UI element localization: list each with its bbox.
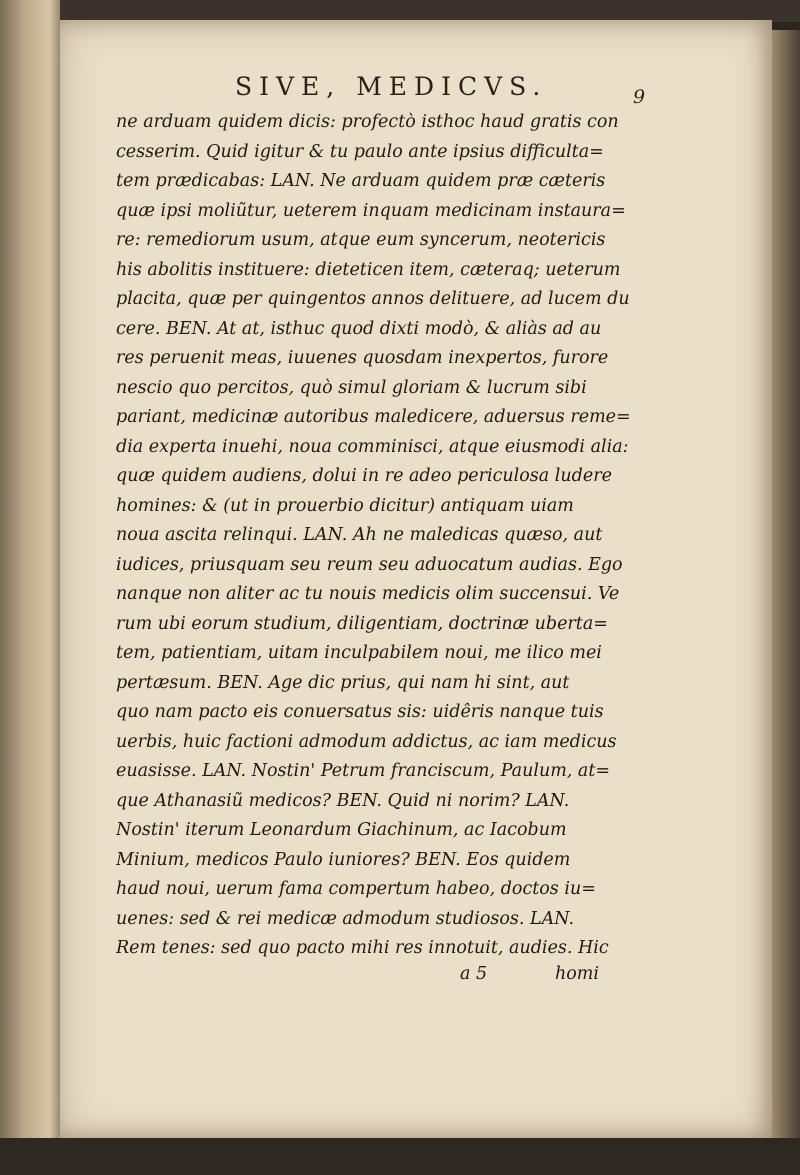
text-line: res peruenit meas, iuuenes quosdam inexpertos, furore bbox=[116, 348, 609, 368]
right-page-edge bbox=[772, 30, 800, 1150]
text-line: rum ubi eorum studium, diligentiam, doctrinæ uberta= bbox=[116, 613, 608, 634]
left-page-edge bbox=[0, 0, 62, 1175]
text-line: nanque non aliter ac tu nouis medicis olim succensui. Ve bbox=[116, 584, 620, 604]
text-line: Nostin' iterum Leonardum Giachinum, ac Iacobum bbox=[116, 820, 567, 840]
text-line: quæ ipsi moliũtur, ueterem inquam medicinam instaura= bbox=[116, 200, 626, 221]
text-line: iudices, priusquam seu reum seu aduocatum audias. Ego bbox=[116, 554, 623, 575]
text-line: tem, patientiam, uitam inculpabilem noui, me ilico mei bbox=[116, 643, 602, 663]
text-line: uenes: sed & rei medicæ admodum studiosos. LAN. bbox=[116, 908, 575, 929]
scan-background-top bbox=[60, 0, 800, 22]
text-line: cere. BEN. At at, isthuc quod dixti modò, & aliàs ad au bbox=[116, 318, 602, 339]
text-line: uerbis, huic factioni admodum addictus, ac iam medicus bbox=[116, 731, 617, 752]
text-line: placita, quæ per quingentos annos delituere, ad lucem du bbox=[116, 289, 630, 309]
text-line: quo nam pacto eis conuersatus sis: uidêris nanque tuis bbox=[116, 702, 604, 722]
signature-mark: a 5 bbox=[460, 964, 488, 984]
page-number: 9 bbox=[633, 86, 646, 108]
catchword: homi bbox=[555, 964, 599, 984]
text-line: re: remediorum usum, atque eum syncerum, neotericis bbox=[116, 230, 606, 250]
text-line: haud noui, uerum fama compertum habeo, doctos iu= bbox=[116, 879, 596, 899]
text-line: euasisse. LAN. Nostin' Petrum franciscum, Paulum, at= bbox=[116, 761, 611, 781]
text-line: nescio quo percitos, quò simul gloriam & lucrum sibi bbox=[116, 377, 587, 398]
text-line: his abolitis instituere: dieteticen item, cæteraq; ueterum bbox=[116, 259, 621, 280]
body-text bbox=[116, 108, 676, 964]
scan-background-bottom bbox=[0, 1138, 800, 1175]
text-line: noua ascita relinqui. LAN. Ah ne maledicas quæso, aut bbox=[116, 525, 603, 545]
text-line: homines: & (ut in prouerbio dicitur) antiquam uiam bbox=[116, 495, 574, 516]
text-line: ne arduam quidem dicis: profectò isthoc haud gratis con bbox=[116, 112, 619, 132]
text-line: que Athanasiũ medicos? BEN. Quid ni norim? LAN. bbox=[116, 790, 570, 811]
text-line: quæ quidem audiens, dolui in re adeo periculosa ludere bbox=[116, 466, 612, 486]
book-page bbox=[60, 20, 772, 1138]
text-line: dia experta inuehi, noua comminisci, atque eiusmodi alia: bbox=[116, 436, 629, 457]
text-line: Rem tenes: sed quo pacto mihi res innotuit, audies. Hic bbox=[116, 938, 609, 958]
text-line: cesserim. Quid igitur & tu paulo ante ipsius difficulta= bbox=[116, 141, 604, 162]
text-line: Minium, medicos Paulo iuniores? BEN. Eos quidem bbox=[116, 849, 571, 870]
text-line: pariant, medicinæ autoribus maledicere, aduersus reme= bbox=[116, 407, 631, 427]
text-line: pertæsum. BEN. Age dic prius, qui nam hi sint, aut bbox=[116, 672, 570, 693]
page-header bbox=[60, 72, 772, 112]
page-footer bbox=[460, 964, 660, 994]
running-title: SIVE, MEDICVS. bbox=[235, 72, 548, 101]
text-line: tem prædicabas: LAN. Ne arduam quidem præ cæteris bbox=[116, 171, 606, 191]
